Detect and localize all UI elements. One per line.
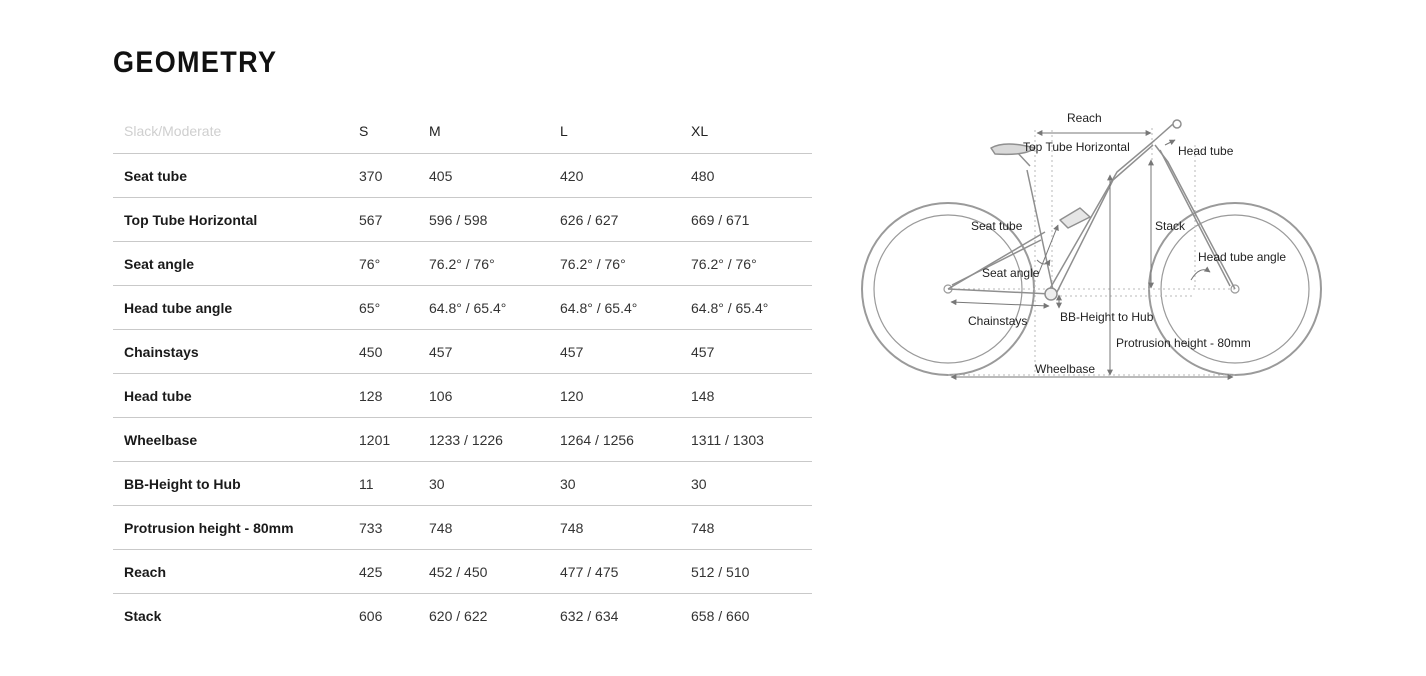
cell-value: 425 <box>348 550 418 594</box>
size-header-s: S <box>348 109 418 154</box>
cell-value: 11 <box>348 462 418 506</box>
row-label: Top Tube Horizontal <box>113 198 348 242</box>
table-row <box>113 550 812 594</box>
cell-value: 64.8° / 65.4° <box>418 286 549 330</box>
size-header-l: L <box>549 109 680 154</box>
cell-value: 450 <box>348 330 418 374</box>
label-seat-angle: Seat angle <box>982 266 1040 280</box>
cell-value: 370 <box>348 154 418 198</box>
cell-value: 1233 / 1226 <box>418 418 549 462</box>
row-label: Protrusion height - 80mm <box>113 506 348 550</box>
cell-value: 626 / 627 <box>549 198 680 242</box>
row-label: Reach <box>113 550 348 594</box>
cell-value: 106 <box>418 374 549 418</box>
cell-value: 606 <box>359 607 383 624</box>
label-reach: Reach <box>1067 111 1102 125</box>
cell-value: 30 <box>418 462 549 506</box>
cell-value: 76° <box>348 242 418 286</box>
cell-value: 457 <box>680 330 812 374</box>
cell-value: 405 <box>418 154 549 198</box>
table-row <box>113 330 812 374</box>
size-header-xl: XL <box>680 109 812 154</box>
table-header-row <box>113 109 812 154</box>
label-bb-height: BB-Height to Hub <box>1060 310 1154 324</box>
cell-value: 748 <box>418 506 549 550</box>
cell-value: 76.2° / 76° <box>680 242 812 286</box>
cell-value: 30 <box>549 462 680 506</box>
cell-value: 64.8° / 65.4° <box>680 286 812 330</box>
cell-value: 669 / 671 <box>680 198 812 242</box>
label-head-tube: Head tube <box>1178 144 1234 158</box>
label-seat-tube: Seat tube <box>971 219 1023 233</box>
label-top-tube: Top Tube Horizontal <box>1023 140 1130 154</box>
page-title: GEOMETRY <box>113 46 278 79</box>
label-head-tube-angle: Head tube angle <box>1198 250 1287 264</box>
size-header-m: M <box>418 109 549 154</box>
row-label: Head tube <box>113 374 348 418</box>
row-label: BB-Height to Hub <box>113 462 348 506</box>
variant-label: Slack/Moderate <box>113 109 348 154</box>
row-label: Stack <box>124 607 162 624</box>
cell-value: 632 / 634 <box>560 607 619 624</box>
cell-value: 65° <box>348 286 418 330</box>
cell-value: 76.2° / 76° <box>418 242 549 286</box>
cell-value: 567 <box>348 198 418 242</box>
table-row <box>113 286 812 330</box>
label-stack: Stack <box>1155 219 1186 233</box>
cell-value: 420 <box>549 154 680 198</box>
table-row <box>113 242 812 286</box>
label-chainstays: Chainstays <box>968 314 1028 328</box>
cell-value: 120 <box>549 374 680 418</box>
cell-value: 477 / 475 <box>549 550 680 594</box>
row-label: Chainstays <box>113 330 348 374</box>
table-row <box>113 594 812 638</box>
cell-value: 1311 / 1303 <box>680 418 812 462</box>
table-row <box>113 506 812 550</box>
cell-value: 452 / 450 <box>418 550 549 594</box>
label-wheelbase: Wheelbase <box>1035 362 1096 376</box>
table-row <box>113 154 812 198</box>
table-row <box>113 374 812 418</box>
geometry-table <box>113 109 812 637</box>
cell-value: 64.8° / 65.4° <box>549 286 680 330</box>
cell-value: 30 <box>680 462 812 506</box>
cell-value: 748 <box>549 506 680 550</box>
cell-value: 480 <box>680 154 812 198</box>
cell-value: 457 <box>549 330 680 374</box>
cell-value: 148 <box>680 374 812 418</box>
table-row <box>113 462 812 506</box>
cell-value: 457 <box>418 330 549 374</box>
cell-value: 596 / 598 <box>418 198 549 242</box>
cell-value: 1264 / 1256 <box>549 418 680 462</box>
cell-value: 76.2° / 76° <box>549 242 680 286</box>
cell-value: 512 / 510 <box>680 550 812 594</box>
label-protrusion: Protrusion height - 80mm <box>1116 336 1251 350</box>
cell-value: 128 <box>348 374 418 418</box>
cell-value: 733 <box>348 506 418 550</box>
row-label: Head tube angle <box>113 286 348 330</box>
row-label: Seat tube <box>113 154 348 198</box>
bike-geometry-diagram <box>855 100 1335 390</box>
row-label: Seat angle <box>113 242 348 286</box>
cell-value: 1201 <box>348 418 418 462</box>
cell-value: 748 <box>680 506 812 550</box>
table-row <box>113 418 812 462</box>
table-row <box>113 198 812 242</box>
cell-value: 620 / 622 <box>429 607 488 624</box>
cell-value: 658 / 660 <box>691 607 750 624</box>
row-label: Wheelbase <box>113 418 348 462</box>
